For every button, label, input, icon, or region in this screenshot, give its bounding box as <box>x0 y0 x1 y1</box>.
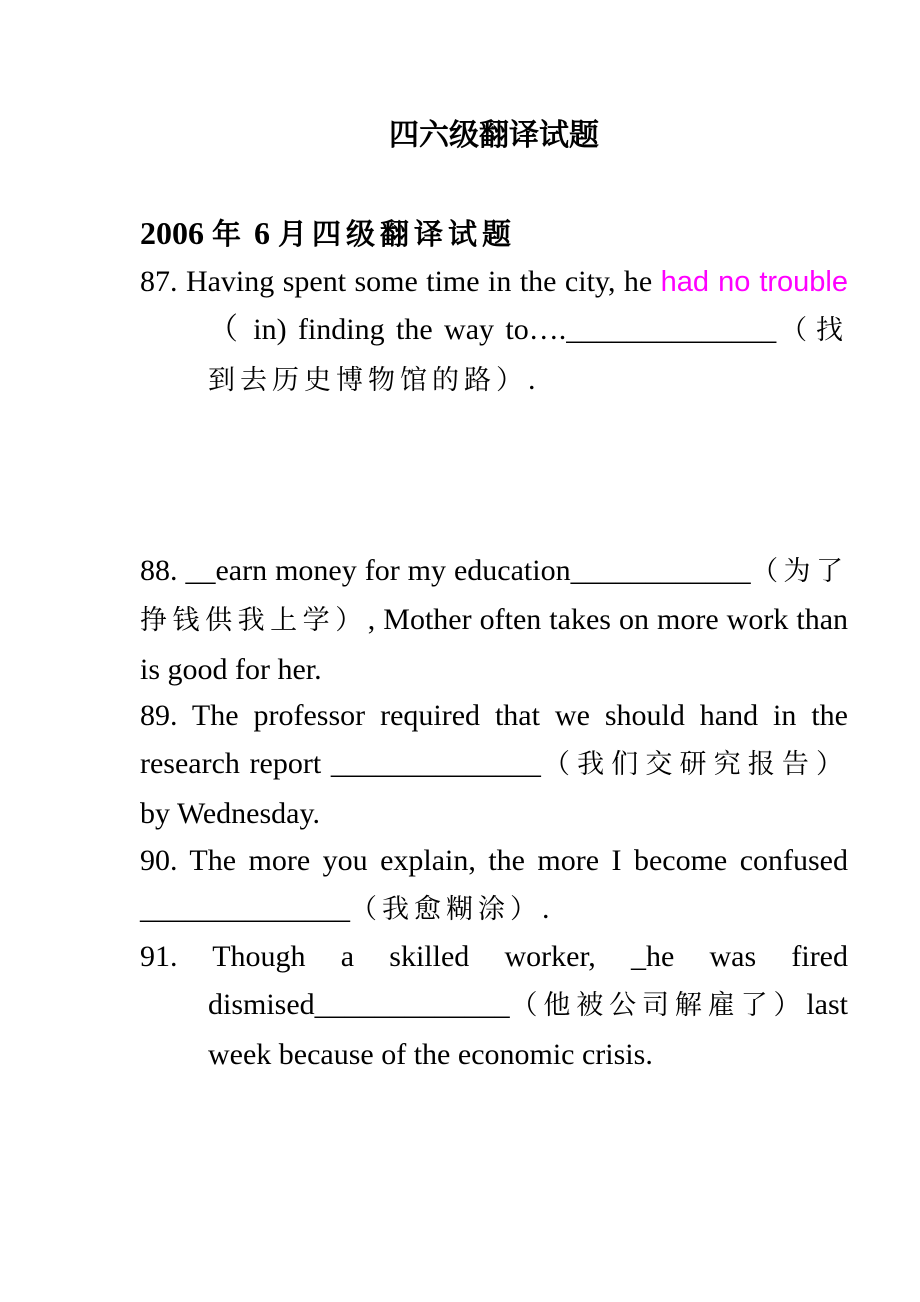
question-text: by Wednesday. <box>140 796 321 830</box>
question-text: Though a skilled worker, _he was fired dismised <box>208 940 848 1022</box>
question-text: last week because of the economic crisis. <box>208 988 848 1071</box>
question-88 <box>140 547 848 694</box>
answer-blank: ____________ <box>570 554 751 587</box>
question-text: The professor required that we should hand in the research report <box>140 699 848 781</box>
question-87 <box>140 258 848 405</box>
question-number: 88. <box>140 554 178 587</box>
section-year-char: 年 <box>212 217 247 251</box>
chinese-hint: （为了挣钱供我上学） <box>140 556 849 637</box>
section-heading <box>140 208 516 259</box>
question-number: 90. <box>140 844 178 877</box>
question-text: The more you explain, the more I become confused <box>189 844 848 877</box>
question-number: 91. <box>140 940 178 973</box>
section-title-rest: 月四级翻译试题 <box>278 217 517 251</box>
section-month: 6 <box>254 215 271 251</box>
question-text: Having spent some time in the city, he <box>185 265 661 298</box>
answer-blank: ______________ <box>140 892 350 926</box>
question-91 <box>140 933 848 1079</box>
answer-blank: ______________ <box>330 747 541 781</box>
question-89 <box>140 692 848 838</box>
chinese-hint: （他被公司解雇了） <box>509 990 807 1022</box>
answer-blank: ______________ <box>566 313 777 347</box>
question-text: . <box>542 892 550 926</box>
question-number: 87. <box>140 265 178 298</box>
document-title: 四六级翻译试题 <box>389 118 599 153</box>
section-year: 2006 <box>140 215 204 251</box>
highlighted-answer: had no trouble <box>660 266 848 298</box>
chinese-hint: （找到去历史博物馆的路） <box>208 315 849 396</box>
question-text: . <box>528 362 536 396</box>
chinese-hint: （我们交研究报告） <box>540 749 848 781</box>
answer-blank: _____________ <box>314 988 510 1022</box>
question-90 <box>140 837 848 935</box>
question-number: 89. <box>140 699 178 732</box>
question-text: , Mother often takes on more work than is good for her. <box>140 603 849 686</box>
chinese-hint: （我愈糊涂） <box>350 894 542 926</box>
question-text: （ in) finding the way to…. <box>208 313 567 347</box>
question-text: __earn money for my education <box>185 554 571 587</box>
